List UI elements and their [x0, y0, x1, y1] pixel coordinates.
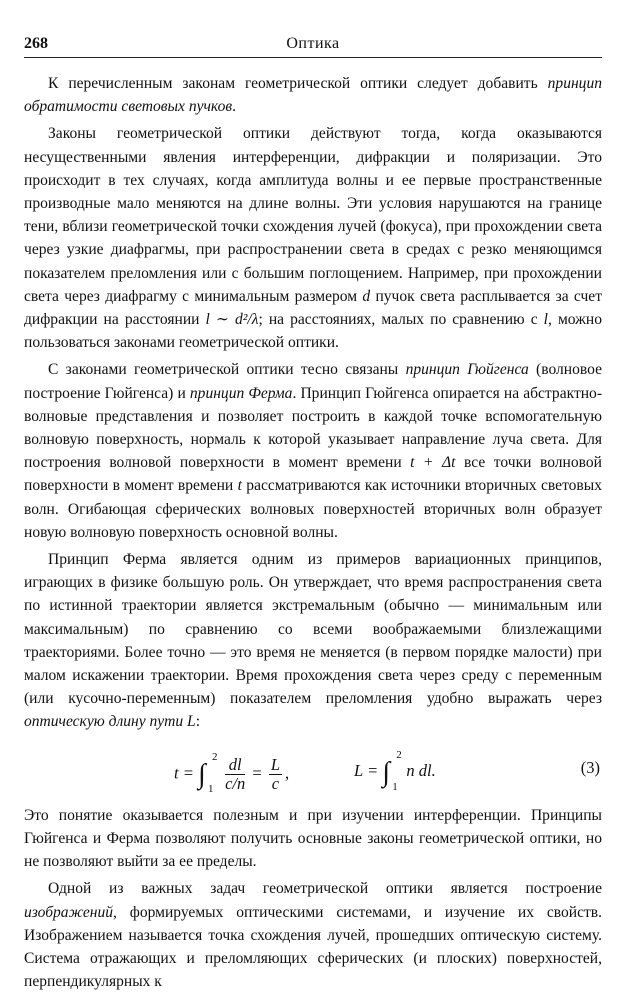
paragraph-usefulness: Это понятие оказывается полезным и при изучении интерференции. Принципы Гюйгенса и Ферма позволяют получить основные законы геометрической оптики, но не позволяют выйти за ее пределы.: [24, 806, 602, 871]
fraction-dl-cn: $\frac{dl}{c/n}$: [225, 754, 246, 793]
page-body: [24, 72, 602, 997]
paragraph-images: Одной из важных задач геометрической оптики является построение изображений, формируемых оптическими системами, и изучение их свойств. Изображением называется точка схождения лучей, прошедших оптическую систему. Система отражающих и преломляющих сферических (и плоских) поверхностей, перпендикулярных к: [24, 880, 602, 991]
term-fermat: принцип Ферма: [189, 384, 293, 402]
paragraph-fermat: Принцип Ферма является одним из примеров вариационных принципов, играющих в физике большую роль. Он утверждает, что время распространения света по истинной траектории является экстремальным (обычно — минимальным или максимальным) по сравнению со всеми воображаемыми близлежащими траекториями. Более точно — это время не меняется (в первом порядке малости) при малом искажении траектории. Время прохождения света через среду с переменным (или кусочно-переменным) показателем преломления удобно выражать через оптическую длину пути L:: [24, 551, 602, 731]
inline-formula-diffraction: l ∼ d²/λ: [205, 311, 259, 329]
term-huygens: принцип Гюйгенса: [405, 361, 529, 379]
book-page: [24, 0, 602, 1000]
term-optical-path: оптическую длину пути L: [24, 713, 196, 731]
term-images: изображений: [24, 903, 113, 921]
running-title: Оптика: [286, 35, 340, 52]
equation-number: (3): [580, 757, 600, 777]
paragraph-huygens: С законами геометрической оптики тесно связаны принцип Гюйгенса (волновое построение Гюйгенса) и принцип Ферма. Принцип Гюйгенса опирается на абстрактно-волновые представления и позволяет построить в каждой точке вспомогательную волновую поверхность, нормаль к которой указывает направление луча света. Для построения волновой поверхности в момент времени t + Δt все точки волновой поверхности в момент времени t рассматриваются как источники вторичных световых волн. Огибающая сферических волновых поверхностей вторичных волн образует новую волновую поверхность основной волны.: [24, 361, 603, 541]
fraction-L-c: $\frac{L}{c}$: [270, 754, 281, 793]
equation-time: t = ∫ 2 1 $\frac{dl}{c/n}$ = $\frac{L}{c}$ ,: [174, 750, 290, 795]
page-header: [24, 35, 602, 58]
equation-3: [24, 738, 602, 800]
equation-optical-length: L = ∫ 2 1 n dl.: [354, 748, 436, 793]
integral-sign: ∫: [197, 758, 206, 790]
paragraph-applicability: Законы геометрической оптики действуют тогда, когда оказываются несущественными явления интерференции, дифракции и поляризации. Это происходит в тех случаях, когда амплитуда волны и ее первые пространственные производные мало меняются на длине волны. Эти условия нарушаются на границе тени, вблизи геометрической точки схождения лучей (фокуса), при прохождении света через узкие диафрагмы, при распространении света в средах с резко меняющимся показателем преломления или с большим поглощением. Например, при прохождении света через диафрагму с минимальным размером d пучок света расплывается за счет дифракции на расстоянии l ∼ d²/λ; на расстояниях, малых по сравнению с l, можно пользоваться законами геометрической оптики.: [24, 125, 602, 352]
page-number: 268: [24, 35, 48, 52]
paragraph-reversibility: К перечисленным законам геометрической оптики следует добавить принцип обратимости световых пучков.: [24, 75, 602, 116]
integral-sign: ∫: [382, 756, 390, 788]
term-reversibility: принцип обратимости световых пучков: [24, 75, 602, 116]
